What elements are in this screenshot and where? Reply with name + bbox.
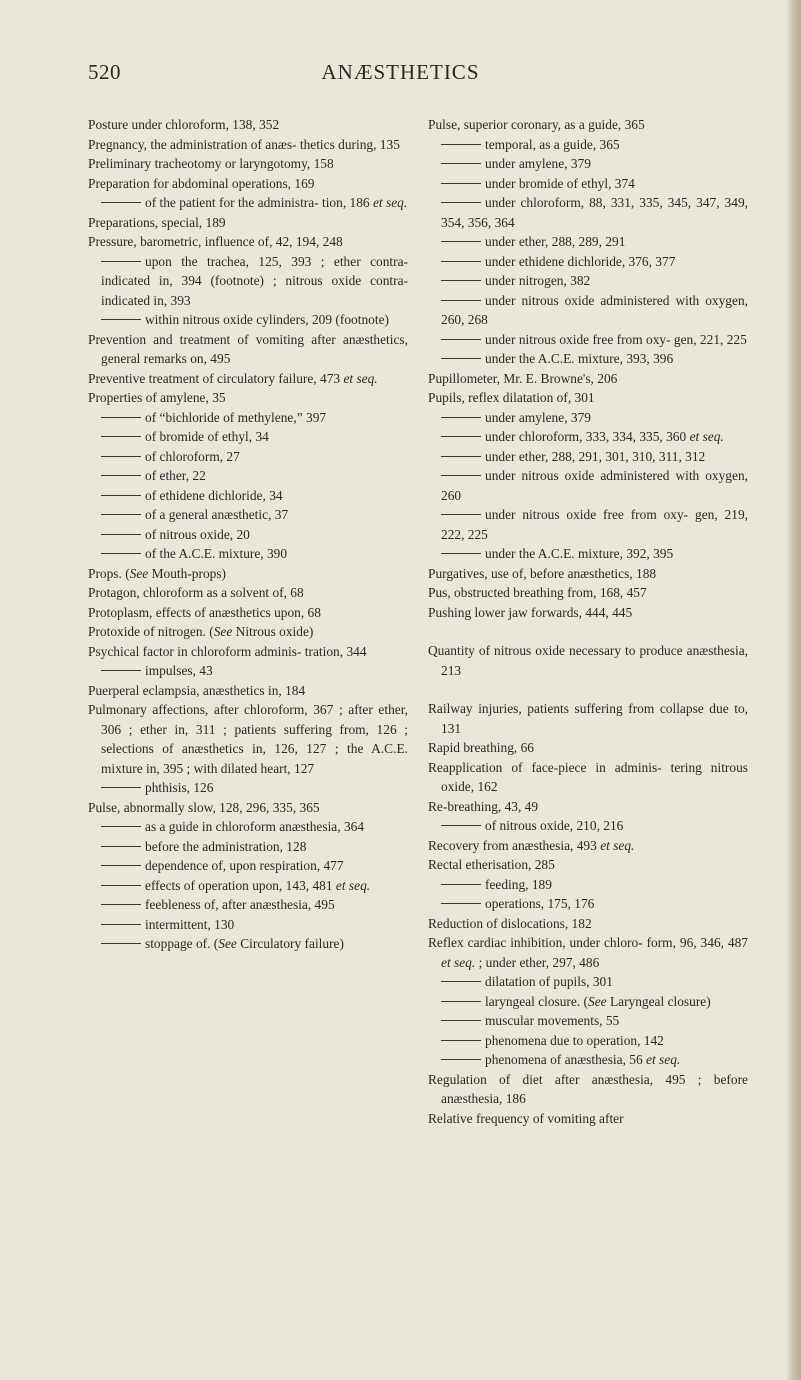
index-entry bbox=[428, 738, 748, 758]
index-subentry bbox=[428, 505, 748, 544]
entry-text: under chloroform, 88, 331, 335, 345, 347, 349, 354, 356, 364 bbox=[441, 195, 748, 230]
index-subentry bbox=[88, 505, 408, 525]
entry-text: Properties of amylene, 35 bbox=[88, 390, 226, 405]
ditto-dash bbox=[101, 475, 141, 476]
ditto-dash bbox=[101, 846, 141, 847]
index-subentry bbox=[428, 1031, 748, 1051]
entry-text: under ethidene dichloride, 376, 377 bbox=[485, 253, 676, 269]
entry-text: Preparation for abdominal operations, 169 bbox=[88, 175, 315, 191]
entry-text: Rapid breathing, 66 bbox=[428, 740, 534, 755]
entry-text: Reduction of dislocations, 182 bbox=[428, 915, 592, 931]
index-entry bbox=[428, 914, 748, 934]
ditto-dash bbox=[441, 475, 481, 476]
entry-text: under amylene, 379 bbox=[485, 156, 591, 171]
index-subentry bbox=[88, 778, 408, 798]
index-entry bbox=[428, 1109, 748, 1129]
entry-italic: et seq. bbox=[689, 429, 724, 444]
page-number: 520 bbox=[88, 60, 121, 84]
entry-text: of “bichloride of methylene,” 397 bbox=[145, 409, 327, 425]
ditto-dash bbox=[101, 319, 141, 320]
entry-text: feeding, 189 bbox=[485, 876, 552, 892]
ditto-dash bbox=[441, 300, 481, 301]
ditto-dash bbox=[441, 456, 481, 457]
index-entry bbox=[428, 699, 748, 738]
index-subentry bbox=[428, 427, 748, 447]
ditto-dash bbox=[441, 144, 481, 145]
index-entry bbox=[88, 564, 408, 584]
ditto-dash bbox=[441, 358, 481, 359]
index-entry bbox=[88, 115, 408, 135]
entry-text: phenomena due to operation, 142 bbox=[485, 1032, 664, 1048]
entry-text: Re-breathing, 43, 49 bbox=[428, 798, 539, 814]
entry-text: Reflex cardiac inhibition, under chloro- form, 96, 346, 487 bbox=[428, 935, 748, 950]
index-entry bbox=[428, 933, 748, 972]
entry-text: of the patient for the administra- tion, 186 bbox=[145, 195, 373, 210]
entry-text: of nitrous oxide, 210, 216 bbox=[485, 818, 624, 833]
entry-text: phthisis, 126 bbox=[145, 780, 214, 795]
ditto-dash bbox=[101, 826, 141, 827]
ditto-dash bbox=[441, 1001, 481, 1002]
entry-text: upon the trachea, 125, 393 ; ether contra-indicated in, 394 (footnote) ; nitrous oxide contra-indicated in, 393 bbox=[101, 253, 408, 308]
index-subentry bbox=[88, 525, 408, 545]
entry-text-after: ; under ether, 297, 486 bbox=[475, 954, 600, 970]
entry-text: of bromide of ethyl, 34 bbox=[145, 429, 269, 444]
index-subentry bbox=[428, 894, 748, 914]
index-subentry bbox=[88, 427, 408, 447]
entry-italic: et seq. bbox=[335, 877, 371, 893]
index-subentry bbox=[88, 661, 408, 681]
index-subentry bbox=[428, 330, 748, 350]
ditto-dash bbox=[441, 825, 481, 826]
entry-italic: See bbox=[588, 993, 607, 1009]
ditto-dash bbox=[101, 904, 141, 905]
entry-text: Quantity of nitrous oxide necessary to produce anæsthesia, 213 bbox=[428, 643, 748, 678]
index-subentry bbox=[428, 447, 748, 467]
entry-text: of the A.C.E. mixture, 390 bbox=[145, 546, 288, 561]
index-subentry bbox=[428, 252, 748, 272]
entry-text: phenomena of anæsthesia, 56 bbox=[485, 1052, 647, 1067]
index-entry bbox=[428, 758, 748, 797]
entry-text: Props. ( bbox=[88, 565, 130, 581]
entry-text: of a general anæsthetic, 37 bbox=[145, 507, 289, 522]
entry-text-after: Circulatory failure) bbox=[236, 936, 344, 951]
index-subentry bbox=[88, 193, 408, 213]
index-subentry bbox=[428, 992, 748, 1012]
ditto-dash bbox=[441, 163, 481, 164]
entry-text: Purgatives, use of, before anæsthetics, 188 bbox=[428, 565, 657, 581]
index-column-right bbox=[428, 115, 748, 1128]
ditto-dash bbox=[101, 514, 141, 515]
index-subentry bbox=[428, 466, 748, 505]
index-entry bbox=[428, 115, 748, 135]
ditto-dash bbox=[441, 417, 481, 418]
entry-text: Pupils, reflex dilatation of, 301 bbox=[428, 390, 595, 405]
entry-text: Pus, obstructed breathing from, 168, 457 bbox=[428, 585, 647, 600]
running-title: ANÆSTHETICS bbox=[321, 60, 480, 84]
index-subentry bbox=[428, 1011, 748, 1031]
index-entry bbox=[88, 135, 408, 155]
index-entry bbox=[428, 855, 748, 875]
entry-text: Puerperal eclampsia, anæsthetics in, 184 bbox=[88, 682, 306, 698]
entry-text: under bromide of ethyl, 374 bbox=[485, 175, 635, 191]
ditto-dash bbox=[441, 280, 481, 281]
index-subentry bbox=[88, 817, 408, 837]
entry-text: under ether, 288, 291, 301, 310, 311, 312 bbox=[485, 448, 706, 464]
index-subentry bbox=[88, 934, 408, 954]
index-subentry bbox=[88, 544, 408, 564]
entry-text: Pressure, barometric, influence of, 42, 194, 248 bbox=[88, 234, 343, 249]
index-entry bbox=[88, 700, 408, 778]
ditto-dash bbox=[441, 884, 481, 885]
entry-italic: See bbox=[218, 936, 237, 951]
entry-text: Reapplication of face-piece in adminis- tering nitrous oxide, 162 bbox=[428, 759, 748, 794]
page-header bbox=[0, 60, 801, 90]
entry-text: Psychical factor in chloroform adminis- tration, 344 bbox=[88, 643, 367, 659]
ditto-dash bbox=[441, 339, 481, 340]
entry-text: under the A.C.E. mixture, 392, 395 bbox=[485, 546, 674, 561]
entry-text: of ether, 22 bbox=[145, 468, 206, 483]
index-entry bbox=[88, 174, 408, 194]
index-entry bbox=[88, 388, 408, 408]
index-entry bbox=[88, 603, 408, 623]
index-subentry bbox=[428, 1050, 748, 1070]
index-subentry bbox=[428, 135, 748, 155]
entry-text-after: Nitrous oxide) bbox=[232, 624, 314, 639]
entry-text: Protoplasm, effects of anæsthetics upon, 68 bbox=[88, 604, 321, 620]
page-edge bbox=[787, 0, 801, 1380]
entry-text: Pulse, abnormally slow, 128, 296, 335, 365 bbox=[88, 799, 320, 815]
ditto-dash bbox=[101, 670, 141, 671]
entry-text: of chloroform, 27 bbox=[145, 448, 240, 464]
index-subentry bbox=[428, 816, 748, 836]
entry-text: under nitrous oxide free from oxy- gen, 219, 222, 225 bbox=[441, 507, 748, 542]
index-subentry bbox=[88, 915, 408, 935]
ditto-dash bbox=[441, 1020, 481, 1021]
ditto-dash bbox=[441, 1040, 481, 1041]
entry-text: Rectal etherisation, 285 bbox=[428, 857, 555, 872]
index-entry bbox=[88, 798, 408, 818]
index-subentry bbox=[428, 154, 748, 174]
entry-italic: et seq. bbox=[441, 954, 476, 970]
index-entry bbox=[428, 797, 748, 817]
entry-text: of nitrous oxide, 20 bbox=[145, 526, 250, 542]
index-subentry bbox=[428, 349, 748, 369]
entry-text: Pregnancy, the administration of anæs- thetics during, 135 bbox=[88, 136, 400, 152]
entry-text: effects of operation upon, 143, 481 bbox=[145, 877, 336, 893]
index-subentry bbox=[88, 252, 408, 311]
index-entry bbox=[88, 232, 408, 252]
entry-text: temporal, as a guide, 365 bbox=[485, 136, 620, 152]
index-subentry bbox=[88, 856, 408, 876]
index-subentry bbox=[88, 408, 408, 428]
ditto-dash bbox=[441, 553, 481, 554]
entry-text: under ether, 288, 289, 291 bbox=[485, 234, 626, 249]
index-subentry bbox=[428, 972, 748, 992]
ditto-dash bbox=[441, 183, 481, 184]
index-subentry bbox=[428, 875, 748, 895]
entry-text: Posture under chloroform, 138, 352 bbox=[88, 117, 280, 132]
entry-text: Relative frequency of vomiting after bbox=[428, 1110, 624, 1126]
entry-text: as a guide in chloroform anæsthesia, 364 bbox=[145, 819, 365, 834]
ditto-dash bbox=[101, 202, 141, 203]
index-entry bbox=[88, 213, 408, 233]
index-column-left bbox=[88, 115, 408, 954]
index-subentry bbox=[88, 486, 408, 506]
ditto-dash bbox=[101, 417, 141, 418]
entry-text: Preliminary tracheotomy or laryngotomy, 158 bbox=[88, 156, 334, 171]
index-subentry bbox=[428, 291, 748, 330]
ditto-dash bbox=[101, 943, 141, 944]
entry-text: Pupillometer, Mr. E. Browne's, 206 bbox=[428, 370, 618, 386]
entry-text: under nitrous oxide administered with oxygen, 260, 268 bbox=[441, 292, 748, 327]
ditto-dash bbox=[441, 241, 481, 242]
ditto-dash bbox=[441, 981, 481, 982]
ditto-dash bbox=[101, 456, 141, 457]
entry-text: Protagon, chloroform as a solvent of, 68 bbox=[88, 585, 304, 600]
ditto-dash bbox=[441, 202, 481, 203]
entry-text: under nitrous oxide free from oxy- gen, 221, 225 bbox=[485, 331, 747, 347]
ditto-dash bbox=[101, 787, 141, 788]
index-subentry bbox=[88, 876, 408, 896]
index-entry bbox=[428, 603, 748, 623]
index-subentry bbox=[428, 544, 748, 564]
entry-italic: See bbox=[129, 565, 149, 581]
entry-text: under nitrous oxide administered with oxygen, 260 bbox=[441, 468, 748, 503]
index-entry bbox=[428, 1070, 748, 1109]
index-entry bbox=[428, 836, 748, 856]
entry-text: within nitrous oxide cylinders, 209 (footnote) bbox=[145, 312, 389, 327]
entry-text: intermittent, 130 bbox=[145, 916, 235, 932]
index-entry bbox=[428, 388, 748, 408]
entry-text: Prevention and treatment of vomiting after anæsthetics, general remarks on, 495 bbox=[88, 331, 408, 366]
ditto-dash bbox=[441, 514, 481, 515]
index-subentry bbox=[88, 837, 408, 857]
index-subentry bbox=[88, 895, 408, 915]
index-entry bbox=[88, 154, 408, 174]
entry-text: before the administration, 128 bbox=[145, 838, 307, 854]
index-subentry bbox=[428, 271, 748, 291]
entry-text: Protoxide of nitrogen. ( bbox=[88, 624, 214, 639]
entry-italic: et seq. bbox=[600, 837, 635, 853]
entry-text: under amylene, 379 bbox=[485, 409, 591, 425]
ditto-dash bbox=[101, 261, 141, 262]
entry-text: feebleness of, after anæsthesia, 495 bbox=[145, 897, 335, 912]
entry-text: impulses, 43 bbox=[145, 663, 213, 678]
ditto-dash bbox=[101, 924, 141, 925]
ditto-dash bbox=[441, 903, 481, 904]
index-entry bbox=[88, 369, 408, 389]
entry-text-after: Laryngeal closure) bbox=[606, 993, 711, 1009]
index-entry bbox=[88, 583, 408, 603]
index-entry bbox=[88, 681, 408, 701]
index-subentry bbox=[88, 447, 408, 467]
entry-italic: et seq. bbox=[343, 370, 378, 386]
entry-text-after: Mouth-props) bbox=[148, 565, 227, 581]
index-subentry bbox=[88, 466, 408, 486]
entry-text: Pulmonary affections, after chloroform, 367 ; after ether, 306 ; ether in, 311 ; patients suffering from, 126 ; selections of anæsthetics in, 126, 127 ; the A.C.E. mixture in, 395 ; with dilated heart, 127 bbox=[88, 702, 408, 776]
index-entry bbox=[428, 641, 748, 680]
ditto-dash bbox=[101, 436, 141, 437]
ditto-dash bbox=[101, 885, 141, 886]
entry-italic: et seq. bbox=[372, 195, 408, 210]
ditto-dash bbox=[101, 495, 141, 496]
entry-text: Pulse, superior coronary, as a guide, 365 bbox=[428, 117, 645, 132]
entry-text: operations, 175, 176 bbox=[485, 896, 595, 911]
entry-text: under the A.C.E. mixture, 393, 396 bbox=[485, 351, 674, 366]
entry-text: dependence of, upon respiration, 477 bbox=[145, 858, 344, 873]
entry-text: Regulation of diet after anæsthesia, 495 ; before anæsthesia, 186 bbox=[428, 1071, 748, 1106]
entry-text: Recovery from anæsthesia, 493 bbox=[428, 837, 601, 853]
index-subentry bbox=[88, 310, 408, 330]
entry-text: stoppage of. ( bbox=[145, 936, 219, 951]
ditto-dash bbox=[101, 865, 141, 866]
entry-text: Railway injuries, patients suffering from collapse due to, 131 bbox=[428, 701, 748, 736]
ditto-dash bbox=[101, 534, 141, 535]
ditto-dash bbox=[441, 261, 481, 262]
entry-text: under nitrogen, 382 bbox=[485, 273, 591, 288]
index-entry bbox=[428, 369, 748, 389]
index-subentry bbox=[428, 193, 748, 232]
entry-text: Pushing lower jaw forwards, 444, 445 bbox=[428, 604, 633, 620]
index-subentry bbox=[428, 408, 748, 428]
entry-text: laryngeal closure. ( bbox=[485, 993, 588, 1009]
entry-text: under chloroform, 333, 334, 335, 360 bbox=[485, 429, 690, 444]
index-entry bbox=[428, 583, 748, 603]
ditto-dash bbox=[441, 436, 481, 437]
entry-text: Preventive treatment of circulatory failure, 473 bbox=[88, 370, 344, 386]
index-entry bbox=[88, 330, 408, 369]
ditto-dash bbox=[441, 1059, 481, 1060]
index-subentry bbox=[428, 232, 748, 252]
entry-text: muscular movements, 55 bbox=[485, 1013, 620, 1028]
ditto-dash bbox=[101, 553, 141, 554]
index-subentry bbox=[428, 174, 748, 194]
entry-italic: See bbox=[213, 624, 233, 639]
entry-italic: et seq. bbox=[646, 1052, 681, 1067]
entry-text: Preparations, special, 189 bbox=[88, 214, 226, 230]
index-entry bbox=[88, 642, 408, 662]
entry-text: dilatation of pupils, 301 bbox=[485, 974, 613, 989]
index-entry bbox=[428, 564, 748, 584]
index-entry bbox=[88, 622, 408, 642]
entry-text: of ethidene dichloride, 34 bbox=[145, 487, 283, 503]
